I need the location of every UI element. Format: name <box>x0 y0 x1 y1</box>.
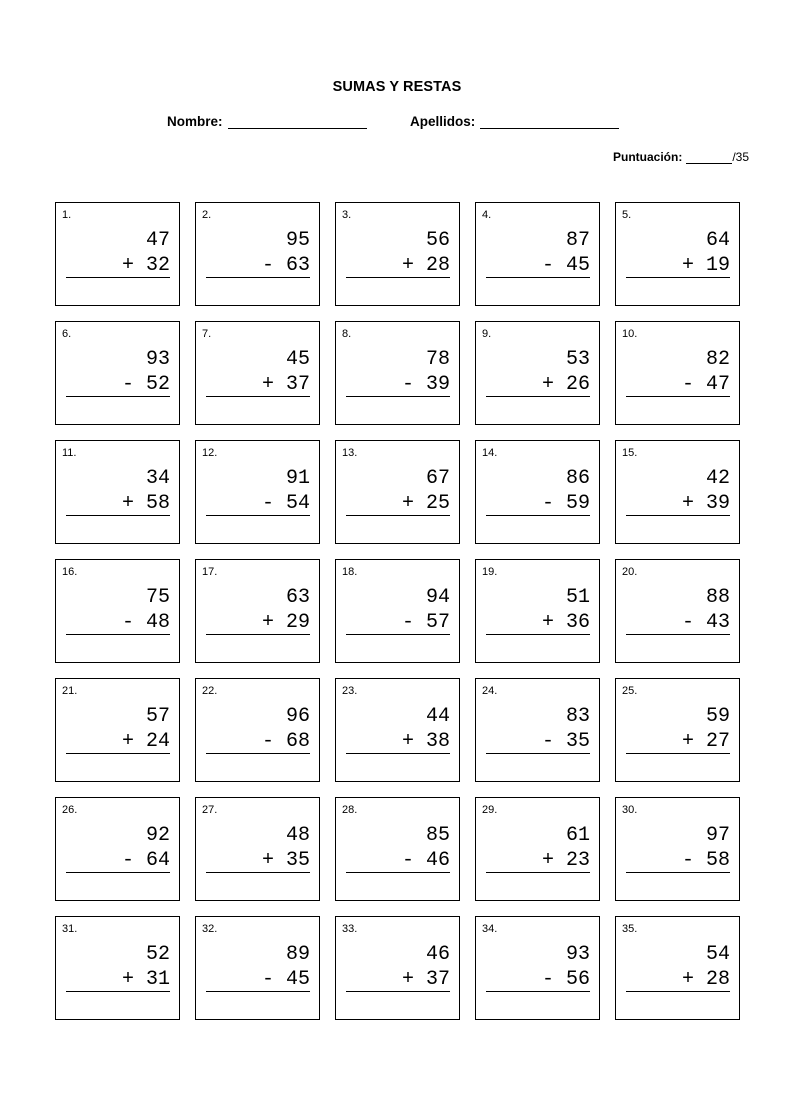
operator-sign: - <box>261 254 274 277</box>
operator-sign: - <box>261 730 274 753</box>
first-operand: 97 <box>705 824 730 847</box>
operator-sign: + <box>401 492 414 515</box>
problem-box[interactable] <box>475 559 600 663</box>
problem-box[interactable] <box>615 678 740 782</box>
operation-line <box>626 849 730 873</box>
second-operand: 36 <box>565 611 590 634</box>
second-operand: 39 <box>705 492 730 515</box>
problem-number: 34. <box>482 923 498 935</box>
problem-box[interactable] <box>335 440 460 544</box>
first-operand: 64 <box>705 229 730 252</box>
operator-sign: - <box>261 968 274 991</box>
second-operand: 19 <box>705 254 730 277</box>
first-operand: 48 <box>285 824 310 847</box>
operation-line <box>66 254 170 278</box>
first-operand: 53 <box>565 348 590 371</box>
second-operand: 26 <box>565 373 590 396</box>
apellidos-label: Apellidos: <box>410 114 476 129</box>
problem-number: 27. <box>202 804 218 816</box>
problem-box[interactable] <box>335 916 460 1020</box>
second-operand: 68 <box>285 730 310 753</box>
problem-number: 13. <box>342 447 358 459</box>
problem-number: 23. <box>342 685 358 697</box>
operator-sign: - <box>401 611 414 634</box>
first-operand: 52 <box>145 943 170 966</box>
operation-line <box>346 968 450 992</box>
operator-sign: + <box>261 849 274 872</box>
second-operand: 45 <box>565 254 590 277</box>
operator-sign: - <box>121 611 134 634</box>
first-operand: 91 <box>285 467 310 490</box>
operator-sign: + <box>401 254 414 277</box>
problem-box[interactable] <box>55 202 180 306</box>
problem-box[interactable] <box>475 321 600 425</box>
first-operand: 51 <box>565 586 590 609</box>
operator-sign: - <box>541 968 554 991</box>
problem-box[interactable] <box>475 916 600 1020</box>
operation-line <box>486 849 590 873</box>
apellidos-field[interactable] <box>410 114 619 129</box>
problem-box[interactable] <box>55 678 180 782</box>
problem-box[interactable] <box>195 678 320 782</box>
problem-number: 22. <box>202 685 218 697</box>
problem-number: 29. <box>482 804 498 816</box>
operator-sign: - <box>541 254 554 277</box>
first-operand: 46 <box>425 943 450 966</box>
problem-grid <box>55 202 740 1020</box>
problem-number: 5. <box>622 209 632 221</box>
operation-line <box>206 849 310 873</box>
operator-sign: - <box>541 492 554 515</box>
problem-box[interactable] <box>615 797 740 901</box>
first-operand: 44 <box>425 705 450 728</box>
operation-line <box>346 849 450 873</box>
operation-line <box>66 492 170 516</box>
operation-line <box>626 730 730 754</box>
apellidos-blank-line[interactable] <box>480 116 619 129</box>
problem-number: 21. <box>62 685 78 697</box>
operator-sign: + <box>121 968 134 991</box>
nombre-blank-line[interactable] <box>228 116 367 129</box>
second-operand: 25 <box>425 492 450 515</box>
score-field[interactable] <box>613 150 749 164</box>
operator-sign: - <box>681 611 694 634</box>
page-title: SUMAS Y RESTAS <box>332 79 462 95</box>
first-operand: 83 <box>565 705 590 728</box>
problem-number: 32. <box>202 923 218 935</box>
problem-number: 33. <box>342 923 358 935</box>
second-operand: 38 <box>425 730 450 753</box>
problem-box[interactable] <box>55 559 180 663</box>
first-operand: 95 <box>285 229 310 252</box>
first-operand: 75 <box>145 586 170 609</box>
operation-line <box>346 373 450 397</box>
problem-box[interactable] <box>55 321 180 425</box>
operation-line <box>486 254 590 278</box>
operator-sign: + <box>541 849 554 872</box>
problem-box[interactable] <box>335 678 460 782</box>
problem-box[interactable] <box>195 202 320 306</box>
first-operand: 87 <box>565 229 590 252</box>
problem-number: 17. <box>202 566 218 578</box>
problem-number: 31. <box>62 923 78 935</box>
problem-number: 3. <box>342 209 352 221</box>
problem-box[interactable] <box>615 202 740 306</box>
second-operand: 37 <box>285 373 310 396</box>
problem-box[interactable] <box>195 916 320 1020</box>
operation-line <box>626 254 730 278</box>
second-operand: 45 <box>285 968 310 991</box>
score-blank-line[interactable] <box>686 153 732 164</box>
operator-sign: + <box>121 254 134 277</box>
problem-number: 9. <box>482 328 492 340</box>
problem-box[interactable] <box>335 797 460 901</box>
problem-box[interactable] <box>475 678 600 782</box>
problem-box[interactable] <box>55 440 180 544</box>
second-operand: 47 <box>705 373 730 396</box>
second-operand: 31 <box>145 968 170 991</box>
operator-sign: + <box>541 611 554 634</box>
problem-box[interactable] <box>475 202 600 306</box>
first-operand: 89 <box>285 943 310 966</box>
first-operand: 59 <box>705 705 730 728</box>
operation-line <box>206 611 310 635</box>
first-operand: 86 <box>565 467 590 490</box>
problem-number: 24. <box>482 685 498 697</box>
first-operand: 47 <box>145 229 170 252</box>
first-operand: 61 <box>565 824 590 847</box>
second-operand: 58 <box>145 492 170 515</box>
nombre-field[interactable] <box>167 114 367 129</box>
problem-box[interactable] <box>195 321 320 425</box>
first-operand: 56 <box>425 229 450 252</box>
operation-line <box>206 373 310 397</box>
operator-sign: - <box>681 849 694 872</box>
operation-line <box>206 968 310 992</box>
operator-sign: + <box>261 611 274 634</box>
first-operand: 96 <box>285 705 310 728</box>
first-operand: 92 <box>145 824 170 847</box>
operator-sign: - <box>401 849 414 872</box>
problem-number: 28. <box>342 804 358 816</box>
operation-line <box>206 254 310 278</box>
problem-number: 19. <box>482 566 498 578</box>
problem-number: 35. <box>622 923 638 935</box>
first-operand: 93 <box>145 348 170 371</box>
first-operand: 93 <box>565 943 590 966</box>
operator-sign: + <box>121 492 134 515</box>
second-operand: 23 <box>565 849 590 872</box>
operation-line <box>626 611 730 635</box>
problem-number: 4. <box>482 209 492 221</box>
operator-sign: + <box>681 492 694 515</box>
operator-sign: - <box>681 373 694 396</box>
problem-box[interactable] <box>475 797 600 901</box>
operation-line <box>486 730 590 754</box>
problem-box[interactable] <box>55 916 180 1020</box>
operation-line <box>486 492 590 516</box>
second-operand: 24 <box>145 730 170 753</box>
first-operand: 67 <box>425 467 450 490</box>
second-operand: 28 <box>705 968 730 991</box>
problem-number: 14. <box>482 447 498 459</box>
problem-number: 16. <box>62 566 78 578</box>
first-operand: 54 <box>705 943 730 966</box>
score-label: Puntuación: <box>612 150 683 164</box>
operation-line <box>486 968 590 992</box>
operation-line <box>66 373 170 397</box>
operation-line <box>626 968 730 992</box>
second-operand: 57 <box>425 611 450 634</box>
first-operand: 63 <box>285 586 310 609</box>
operator-sign: - <box>261 492 274 515</box>
first-operand: 85 <box>425 824 450 847</box>
operator-sign: + <box>401 730 414 753</box>
operator-sign: - <box>121 373 134 396</box>
operation-line <box>626 492 730 516</box>
operation-line <box>346 254 450 278</box>
problem-box[interactable] <box>195 440 320 544</box>
second-operand: 27 <box>705 730 730 753</box>
second-operand: 56 <box>565 968 590 991</box>
operation-line <box>66 730 170 754</box>
second-operand: 59 <box>565 492 590 515</box>
operator-sign: + <box>121 730 134 753</box>
operation-line <box>486 373 590 397</box>
second-operand: 58 <box>705 849 730 872</box>
problem-box[interactable] <box>335 559 460 663</box>
problem-number: 11. <box>62 447 77 459</box>
problem-box[interactable] <box>615 916 740 1020</box>
operation-line <box>346 492 450 516</box>
second-operand: 32 <box>145 254 170 277</box>
second-operand: 63 <box>285 254 310 277</box>
operator-sign: - <box>401 373 414 396</box>
operation-line <box>346 611 450 635</box>
problem-box[interactable] <box>335 202 460 306</box>
operation-line <box>66 968 170 992</box>
problem-box[interactable] <box>615 440 740 544</box>
operation-line <box>66 849 170 873</box>
nombre-label: Nombre: <box>167 114 223 129</box>
problem-box[interactable] <box>335 321 460 425</box>
problem-box[interactable] <box>475 440 600 544</box>
problem-number: 10. <box>622 328 638 340</box>
first-operand: 82 <box>705 348 730 371</box>
second-operand: 48 <box>145 611 170 634</box>
first-operand: 42 <box>705 467 730 490</box>
operation-line <box>346 730 450 754</box>
second-operand: 29 <box>285 611 310 634</box>
second-operand: 35 <box>565 730 590 753</box>
second-operand: 43 <box>705 611 730 634</box>
first-operand: 88 <box>705 586 730 609</box>
problem-box[interactable] <box>195 797 320 901</box>
problem-number: 18. <box>342 566 358 578</box>
operator-sign: + <box>681 968 694 991</box>
operation-line <box>486 611 590 635</box>
operation-line <box>626 373 730 397</box>
second-operand: 39 <box>425 373 450 396</box>
first-operand: 45 <box>285 348 310 371</box>
second-operand: 64 <box>145 849 170 872</box>
first-operand: 57 <box>145 705 170 728</box>
operator-sign: + <box>681 730 694 753</box>
problem-box[interactable] <box>195 559 320 663</box>
operator-sign: - <box>541 730 554 753</box>
operation-line <box>206 730 310 754</box>
problem-number: 6. <box>62 328 72 340</box>
problem-number: 7. <box>202 328 212 340</box>
operator-sign: + <box>541 373 554 396</box>
problem-number: 25. <box>622 685 638 697</box>
second-operand: 54 <box>285 492 310 515</box>
operator-sign: + <box>681 254 694 277</box>
problem-number: 1. <box>62 209 72 221</box>
problem-box[interactable] <box>55 797 180 901</box>
score-total: /35 <box>732 150 749 164</box>
first-operand: 94 <box>425 586 450 609</box>
problem-number: 2. <box>202 209 212 221</box>
second-operand: 28 <box>425 254 450 277</box>
first-operand: 34 <box>145 467 170 490</box>
operator-sign: - <box>121 849 134 872</box>
operator-sign: + <box>261 373 274 396</box>
problem-number: 12. <box>202 447 218 459</box>
second-operand: 37 <box>425 968 450 991</box>
problem-number: 20. <box>622 566 638 578</box>
operation-line <box>206 492 310 516</box>
operator-sign: + <box>401 968 414 991</box>
problem-number: 8. <box>342 328 352 340</box>
problem-number: 26. <box>62 804 78 816</box>
problem-box[interactable] <box>615 321 740 425</box>
problem-box[interactable] <box>615 559 740 663</box>
second-operand: 46 <box>425 849 450 872</box>
operation-line <box>66 611 170 635</box>
first-operand: 78 <box>425 348 450 371</box>
second-operand: 35 <box>285 849 310 872</box>
problem-number: 30. <box>622 804 638 816</box>
second-operand: 52 <box>145 373 170 396</box>
problem-number: 15. <box>622 447 638 459</box>
